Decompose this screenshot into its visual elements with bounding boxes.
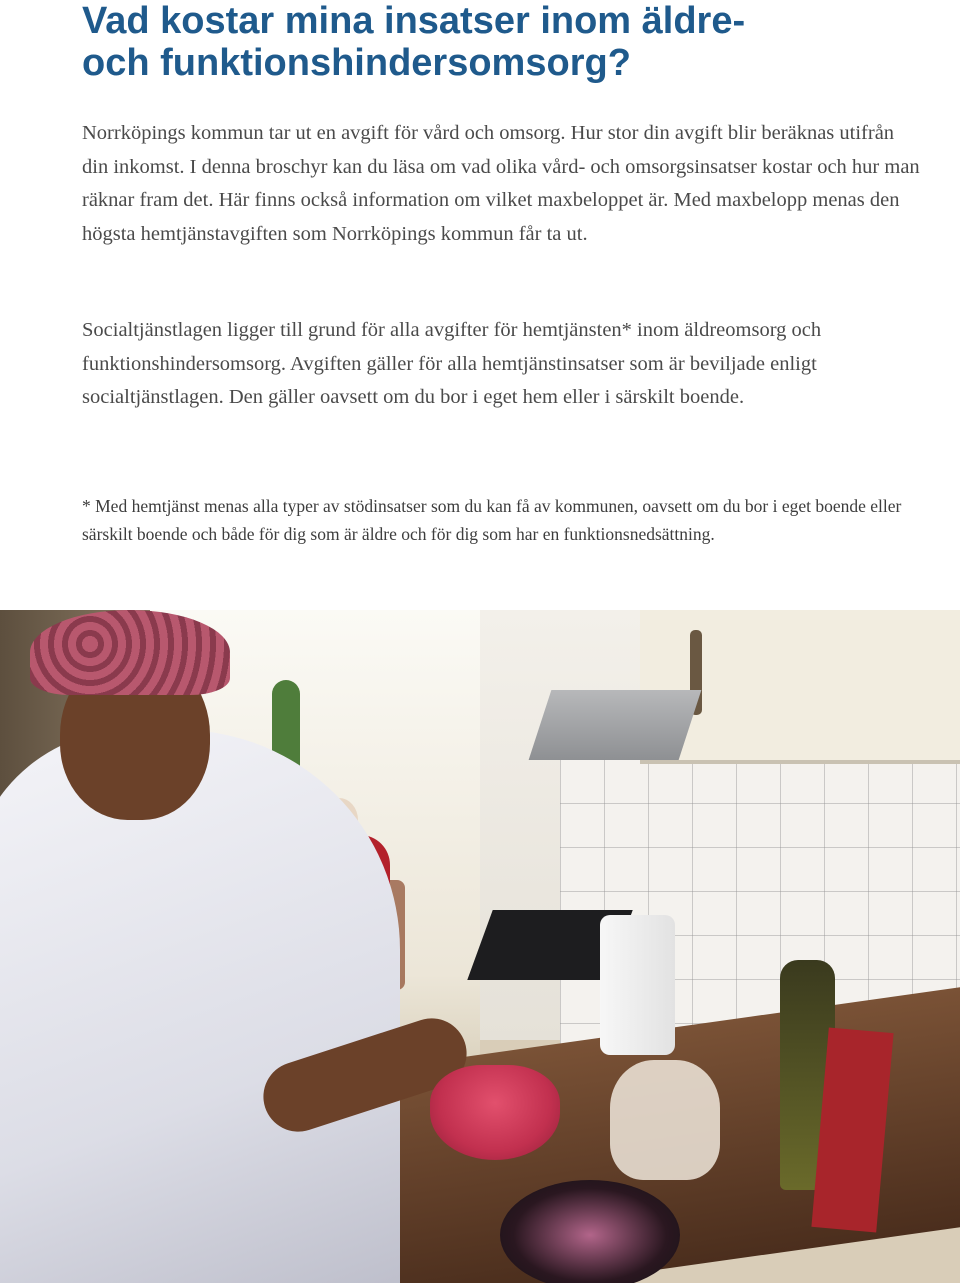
footnote: * Med hemtjänst menas alla typer av stödinsatser som du kan få av kommunen, oavsett om du bor i eget boende eller särskilt boende och både för dig som är äldre och för dig som har en funktionsnedsättning.: [82, 496, 902, 544]
photo-kitchen-cabinet: [640, 610, 960, 764]
kitchen-photo: [0, 610, 960, 1283]
photo-range-hood: [529, 690, 702, 760]
photo-plastic-bag: [610, 1060, 720, 1180]
photo-care-worker: [0, 730, 400, 1283]
page-title-line-2: och funktionshindersomsorg?: [82, 42, 631, 84]
page-title: [82, 0, 942, 84]
photo-beet-bowl: [430, 1065, 560, 1160]
law-paragraph: Socialtjänstlagen ligger till grund för alla avgifter för hemtjänsten* inom äldreomsorg och funktionshindersomsorg. Avgiften gäller för alla hemtjänstinsatser som är beviljade enligt socialtjänstlagen. Den gäller oavsett om du bor i eget hem eller i särskilt boende.: [82, 319, 822, 408]
intro-paragraph: Norrköpings kommun tar ut en avgift för vård och omsorg. Hur stor din avgift blir beräknas utifrån din inkomst. I denna broschyr kan du läsa om vad olika vård- och omsorgsinsatser kostar och hur man räknar fram det. Här finns också information om vilket maxbeloppet är. Med maxbelopp menas den högsta hemtjänstavgiften som Norrköpings kommun får ta ut.: [82, 122, 920, 245]
photo-paper-roll: [600, 915, 675, 1055]
photo-plate: [500, 1180, 680, 1283]
page-title-line-1: Vad kostar mina insatser inom äldre-: [82, 0, 746, 42]
photo-headscarf: [30, 610, 230, 695]
